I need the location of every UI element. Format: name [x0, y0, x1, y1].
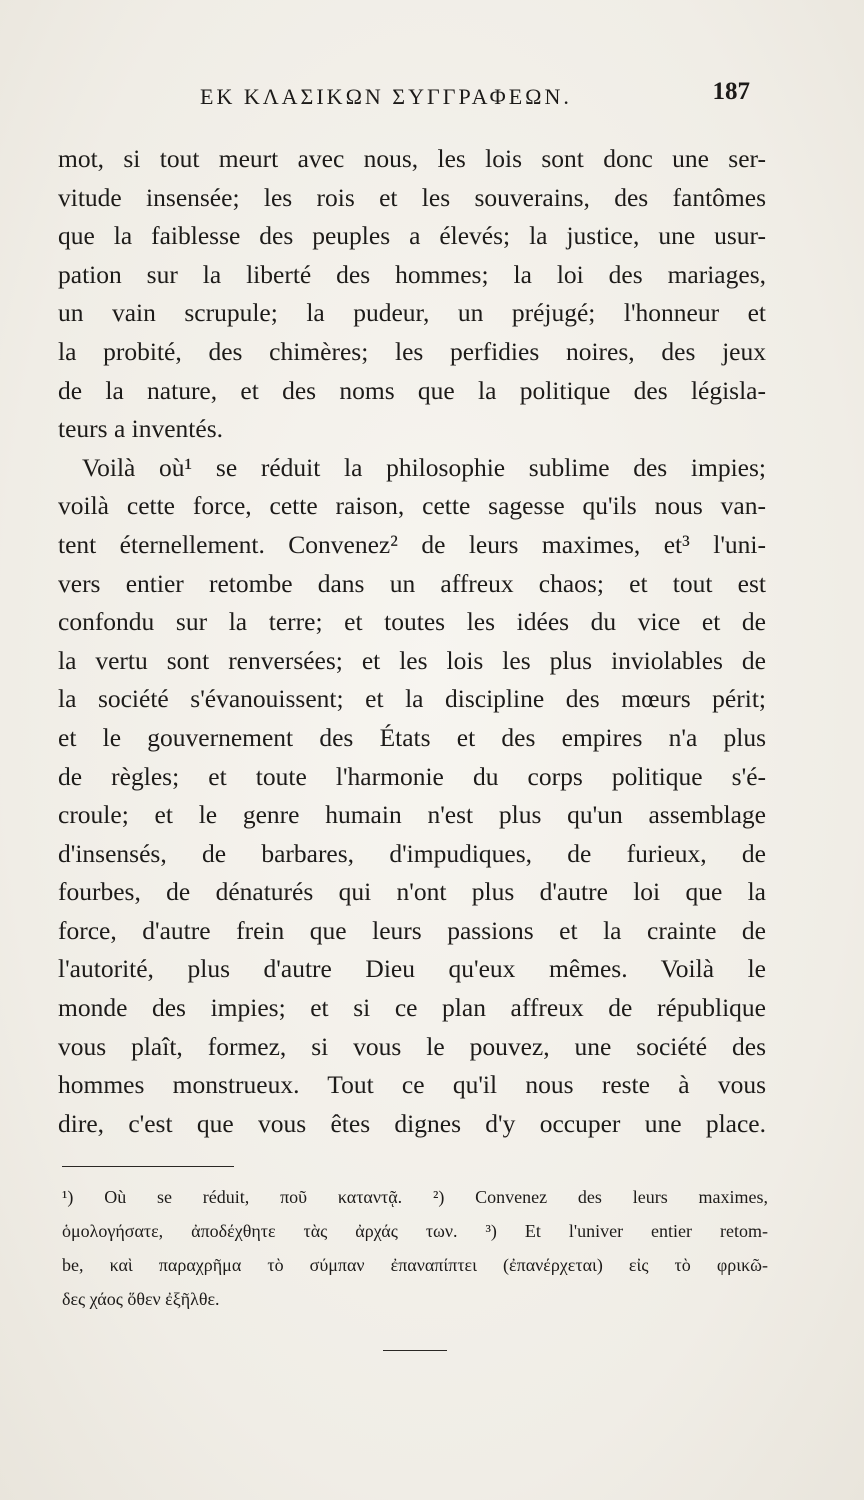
text-line: hommes monstrueux. Tout ce qu'il nous reste à vous: [58, 1070, 766, 1100]
footnote-line: ¹) Où se réduit, ποῦ καταντᾷ. ²) Convenez des leurs maximes,: [62, 1187, 768, 1207]
text-line: tent éternellement. Convenez² de leurs maximes, et³ l'uni-: [58, 529, 766, 559]
main-text: [58, 140, 766, 1143]
text-line: force, d'autre frein que leurs passions et la crainte de: [58, 915, 766, 945]
text-line: l'autorité, plus d'autre Dieu qu'eux mêmes. Voilà le: [58, 954, 766, 984]
footnote-line: be, καὶ παραχρῆμα τὸ σύμπαν ἐπαναπίπτει (ἐπανέρχεται) εἰς τὸ φρικῶ-: [62, 1255, 768, 1275]
text-line: vous plaît, formez, si vous le pouvez, une société des: [58, 1031, 766, 1061]
text-line: vitude insensée; les rois et les souverains, des fantômes: [58, 182, 766, 212]
text-line: fourbes, de dénaturés qui n'ont plus d'autre loi que la: [58, 877, 766, 907]
text-line: la société s'évanouissent; et la discipline des mœurs périt;: [58, 684, 766, 714]
footnotes: [62, 1180, 768, 1316]
text-line: et le gouvernement des États et des empires n'a plus: [58, 722, 766, 752]
text-line: la vertu sont renversées; et les lois les plus inviolables de: [58, 645, 766, 675]
text-line: croule; et le genre humain n'est plus qu'un assemblage: [58, 800, 766, 830]
footnote-line: δες χάος ὅθεν ἐξῆλθε.: [62, 1289, 220, 1309]
text-line: un vain scrupule; la pudeur, un préjugé; l'honneur et: [58, 298, 766, 328]
text-line: de règles; et toute l'harmonie du corps politique s'é-: [58, 761, 766, 791]
text-line: monde des impies; et si ce plan affreux de république: [58, 993, 766, 1023]
page-number: 187: [712, 78, 750, 105]
text-line: teurs a inventés.: [58, 414, 223, 444]
text-line: confondu sur la terre; et toutes les idées du vice et de: [58, 607, 766, 637]
text-line: que la faiblesse des peuples a élevés; la justice, une usur-: [58, 221, 766, 251]
bottom-divider: [383, 1350, 447, 1351]
running-title: ΕΚ ΚΛΑΣΙΚΩΝ ΣΥΓΓΡΑΦΕΩΝ.: [200, 84, 572, 109]
footnote-divider: [62, 1166, 234, 1167]
text-line: de la nature, et des noms que la politique des législa-: [58, 375, 766, 405]
text-line: voilà cette force, cette raison, cette sagesse qu'ils nous van-: [58, 491, 766, 521]
page-header: [60, 78, 760, 118]
text-line: Voilà où¹ se réduit la philosophie sublime des impies;: [82, 452, 766, 482]
text-line: la probité, des chimères; les perfidies noires, des jeux: [58, 336, 766, 366]
text-line: mot, si tout meurt avec nous, les lois sont donc une ser-: [58, 144, 766, 173]
footnote-line: ὁμολογήσατε, ἀποδέχθητε τὰς ἀρχάς των. ³) Et l'univer entier retom-: [62, 1221, 768, 1241]
text-line: vers entier retombe dans un affreux chaos; et tout est: [58, 568, 766, 598]
text-line: pation sur la liberté des hommes; la loi des mariages,: [58, 259, 766, 289]
text-line: dire, c'est que vous êtes dignes d'y occuper une place.: [58, 1108, 766, 1138]
text-line: d'insensés, de barbares, d'impudiques, de furieux, de: [58, 838, 766, 868]
